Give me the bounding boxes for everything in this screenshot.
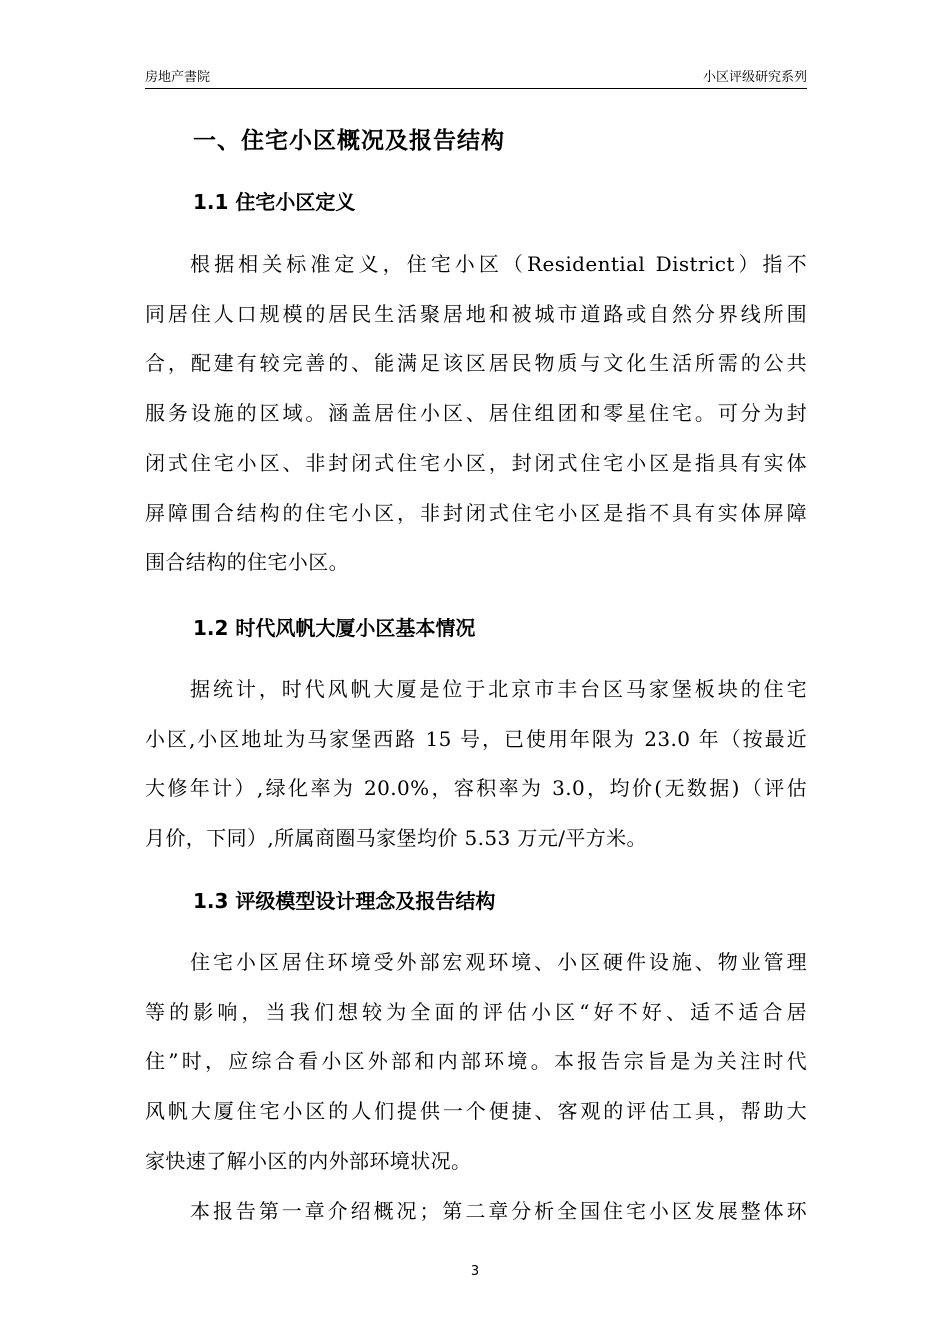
section-1-2-paragraph bbox=[145, 665, 807, 864]
paragraph-line: 服务设施的区域。涵盖居住小区、居住组团和零星住宅。可分为封 bbox=[145, 401, 807, 426]
paragraph-line: 本报告第一章介绍概况；第二章分析全国住宅小区发展整体环 bbox=[190, 1199, 807, 1223]
paragraph-line: 围合结构的住宅小区。 bbox=[145, 550, 349, 575]
paragraph-line: 家快速了解小区的内外部环境状况。 bbox=[145, 1148, 472, 1173]
paragraph-line: 住”时，应综合看小区外部和内部环境。本报告宗旨是为关注时代 bbox=[145, 1049, 807, 1074]
section-1-3-paragraph-2 bbox=[145, 1187, 807, 1237]
header-series-title: 小区评级研究系列 bbox=[702, 70, 807, 85]
paragraph-line: 小区,小区地址为马家堡西路 15 号，已使用年限为 23.0 年（按最近 bbox=[145, 726, 807, 751]
paragraph-line: 等的影响，当我们想较为全面的评估小区“好不好、适不适合居 bbox=[145, 999, 807, 1024]
section-heading-1-3: 1.3 评级模型设计理念及报告结构 bbox=[193, 889, 496, 913]
section-heading-1-2: 1.2 时代风帆大厦小区基本情况 bbox=[193, 616, 476, 640]
page-number: 3 bbox=[470, 1264, 480, 1279]
paragraph-line: 据统计，时代风帆大厦是位于北京市丰台区马家堡板块的住宅 bbox=[190, 677, 807, 701]
chapter-title: 一、住宅小区概况及报告结构 bbox=[193, 128, 505, 154]
paragraph-line: 大修年计）,绿化率为 20.0%，容积率为 3.0，均价(无数据)（评估 bbox=[145, 776, 807, 801]
paragraph-line: 同居住人口规模的居民生活聚居地和被城市道路或自然分界线所围 bbox=[145, 301, 807, 326]
paragraph-line: 合，配建有较完善的、能满足该区居民物质与文化生活所需的公共 bbox=[145, 351, 807, 376]
paragraph-line: 屏障围合结构的住宅小区，非封闭式住宅小区是指不具有实体屏障 bbox=[145, 500, 807, 525]
page-header bbox=[145, 66, 807, 89]
paragraph-line: 月价，下同）,所属商圈马家堡均价 5.53 万元/平方米。 bbox=[145, 826, 647, 851]
section-1-3-paragraph-1 bbox=[145, 938, 807, 1187]
header-publisher: 房地产書院 bbox=[145, 70, 211, 85]
paragraph-line: 闭式住宅小区、非封闭式住宅小区，封闭式住宅小区是指具有实体 bbox=[145, 450, 807, 475]
paragraph-line: 住宅小区居住环境受外部宏观环境、小区硬件设施、物业管理 bbox=[190, 950, 807, 974]
paragraph-line: 风帆大厦住宅小区的人们提供一个便捷、客观的评估工具，帮助大 bbox=[145, 1099, 807, 1124]
paragraph-line: 根据相关标准定义，住宅小区（Residential District）指不 bbox=[190, 252, 807, 276]
section-1-1-paragraph bbox=[145, 240, 807, 588]
section-heading-1-1: 1.1 住宅小区定义 bbox=[193, 190, 356, 214]
